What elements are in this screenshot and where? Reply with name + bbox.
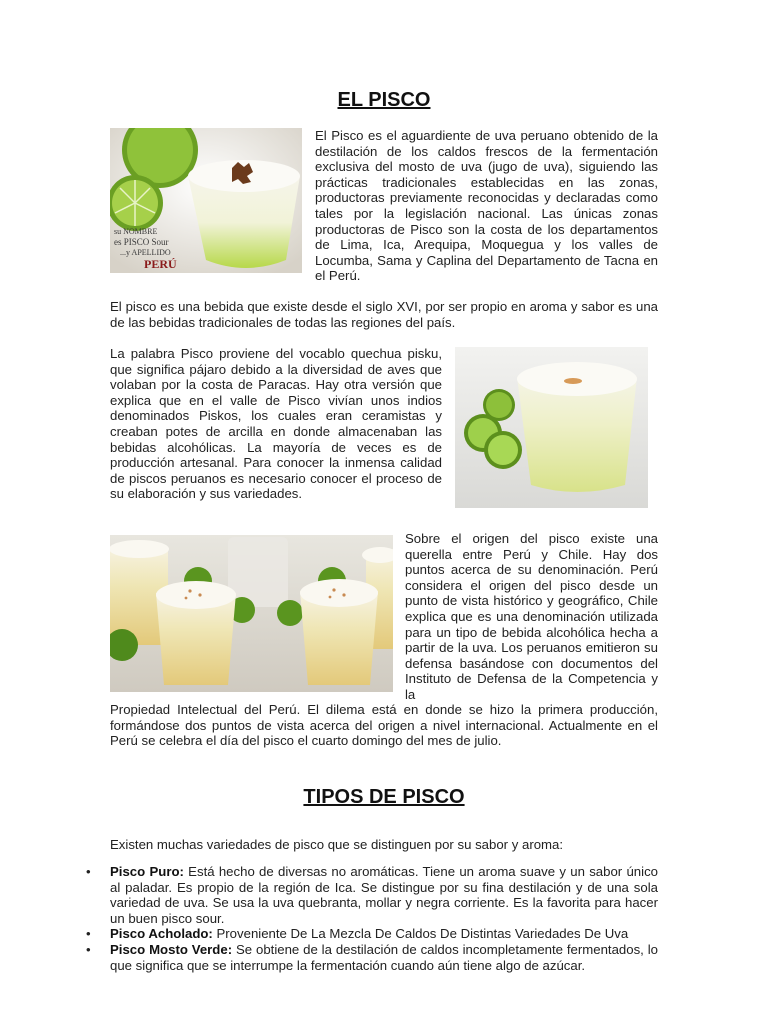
svg-text:es PISCO Sour: es PISCO Sour: [114, 237, 169, 247]
list-item: [86, 864, 659, 926]
type-description: Se obtiene de la destilación de caldos incompletamente fermentados, lo que significa que se interrumpe la fermentación cuando aún tiene algo de azúcar.: [110, 941, 658, 973]
svg-text:su NOMBRE: su NOMBRE: [114, 227, 158, 236]
section-title-tipos: TIPOS DE PISCO: [303, 786, 465, 808]
type-name: Pisco Puro:: [110, 864, 184, 879]
intro-paragraph: El Pisco es el aguardiente de uva peruano obtenido de la destilación de los caldos frescos de la fermentación exclusiva del mosto de uva (jugo de uva), siguiendo las prácticas tradicionales establecidas en las zonas, productoras previamente reconocidas y declaradas como tales por la legislación nacional. Las únicas zonas productoras de Pisco son la costa de los departamentos de Lima, Ica, Arequipa, Moquegua y los valles de Locumba, Sama y Caplina del Departamento de Tacna en el Perú.: [315, 128, 658, 284]
origin-paragraph-part1: Sobre el origen del pisco existe una querella entre Perú y Chile. Hay dos puntos acerca de su denominación. Perú considera el origen del pisco desde un punto de vista histórico y geográfico, Chile explica que es una denominación utilizada para un tipo de bebida alcohólica hecha a partir de la uva. Los peruanos emitieron su defensa basándose con documentos del Instituto de Defensa de la Competencia y la: [405, 531, 658, 702]
bullet-icon: •: [86, 941, 91, 957]
history-paragraph: El pisco es una bebida que existe desde el siglo XVI, por ser propio en aroma y sabor es una de las bebidas tradicionales de todas las regiones del país.: [110, 299, 658, 330]
page-title: EL PISCO: [337, 89, 431, 111]
pisco-glasses-image: [110, 535, 393, 692]
svg-text:PERÚ: PERÚ: [144, 257, 177, 271]
type-name: Pisco Mosto Verde:: [110, 941, 233, 957]
etymology-paragraph: La palabra Pisco proviene del vocablo quechua pisku, que significa pájaro debido a la diversidad de aves que volaban por la costa de Paracas. Hay otra versión que explica que en el valle de Pisco vivían unos indios denominados Piskos, los cuales eran ceramistas y creaban potes de arcilla en donde almacenaban las bebidas alcohólicas. La mayoría de veces es de producción artesanal. Para conocer la inmensa calidad de piscos peruanos es necesario conocer el proceso de su elaboración y sus variedades.: [110, 346, 442, 502]
bullet-icon: •: [86, 864, 91, 879]
pisco-types-list: [86, 864, 659, 973]
pisco-glass-image: [455, 347, 648, 508]
bullet-icon: •: [86, 926, 91, 942]
type-name: Pisco Acholado:: [110, 926, 213, 942]
list-item: [86, 926, 658, 942]
list-item: [86, 941, 658, 973]
origin-paragraph-part2: Propiedad Intelectual del Perú. El dilema está en donde se hizo la primera producción, formándose dos puntos de vista acerca del origen a nivel internacional. Actualmente en el Perú se celebra el día del pisco el cuarto domingo del mes de julio.: [110, 702, 658, 749]
types-intro: Existen muchas variedades de pisco que se distinguen por su sabor y aroma:: [110, 837, 564, 852]
pisco-sour-image: [110, 128, 302, 273]
type-description: Está hecho de diversas no aromáticas. Tiene un aroma suave y un sabor único al paladar. Es propio de la región de Ica. Se distingue por su fina destilación y de una sola variedad de uva. Se usa la uva quebranta, mollar y negra corriente. Es la favorita para hacer un buen pisco sour.: [110, 864, 659, 926]
type-description: Proveniente De La Mezcla De Caldos De Distintas Variedades De Uva: [212, 926, 629, 942]
svg-text:...y APELLIDO: ...y APELLIDO: [120, 248, 171, 257]
